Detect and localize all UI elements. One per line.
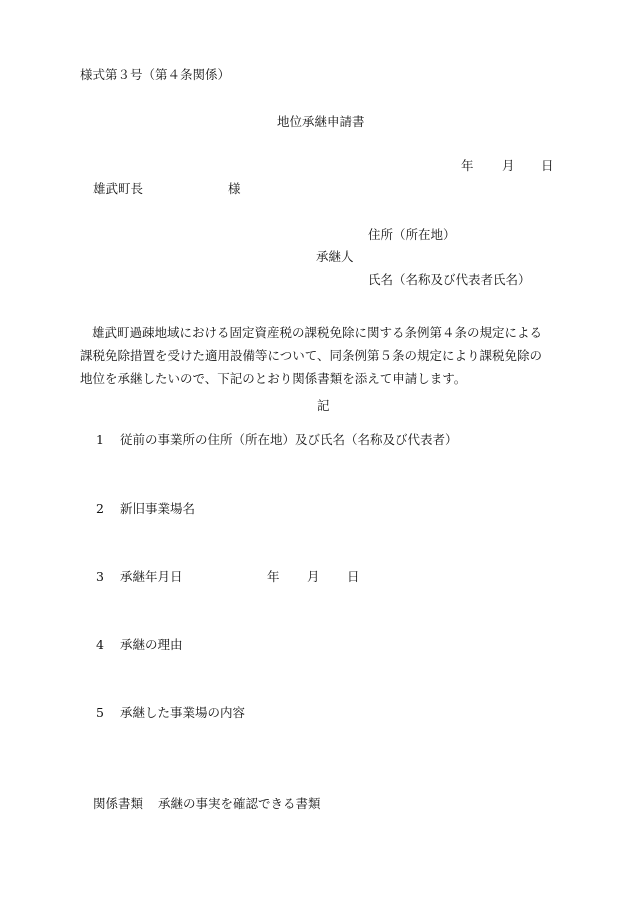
date-day-label: 日 — [541, 158, 554, 173]
item-3-day-label: 日 — [347, 569, 360, 584]
applicant-role-label: 承継人 — [316, 249, 354, 264]
date-year-label: 年 — [461, 158, 474, 173]
addressee-name: 雄武町長 — [93, 181, 144, 196]
item-5-label: 承継した事業場の内容 — [120, 705, 246, 720]
applicant-address-label: 住所（所在地） — [368, 227, 456, 242]
item-2-number: 2 — [96, 501, 104, 516]
item-1-number: 1 — [96, 432, 104, 447]
body-paragraph-text: 雄武町過疎地域における固定資産税の課税免除に関する条例第４条の規定による課税免除措置を受けた適用設備等について、同条例第５条の規定により課税免除の地位を承継したいので、下記のとおり関係書類を添えて申請します。 — [80, 325, 543, 386]
document-title: 地位承継申請書 — [277, 114, 365, 129]
item-1-label: 従前の事業所の住所（所在地）及び氏名（名称及び代表者） — [120, 432, 458, 447]
related-documents-label: 関係書類 — [93, 796, 144, 811]
date-month-label: 月 — [502, 158, 515, 173]
item-4-number: 4 — [96, 637, 104, 652]
item-3-number: 3 — [96, 569, 104, 584]
item-4-label: 承継の理由 — [120, 637, 183, 652]
item-3-month-label: 月 — [307, 569, 320, 584]
addressee-honorific: 様 — [228, 181, 241, 196]
item-3-label: 承継年月日 — [120, 569, 183, 584]
item-3-year-label: 年 — [267, 569, 280, 584]
application-body-paragraph — [80, 321, 552, 390]
applicant-name-label: 氏名（名称及び代表者氏名） — [368, 272, 531, 287]
related-documents-value: 承継の事実を確認できる書類 — [158, 796, 321, 811]
form-number: 様式第３号（第４条関係） — [80, 67, 231, 82]
item-5-number: 5 — [96, 705, 104, 720]
ki-heading: 記 — [317, 398, 330, 413]
item-2-label: 新旧事業場名 — [120, 501, 196, 516]
